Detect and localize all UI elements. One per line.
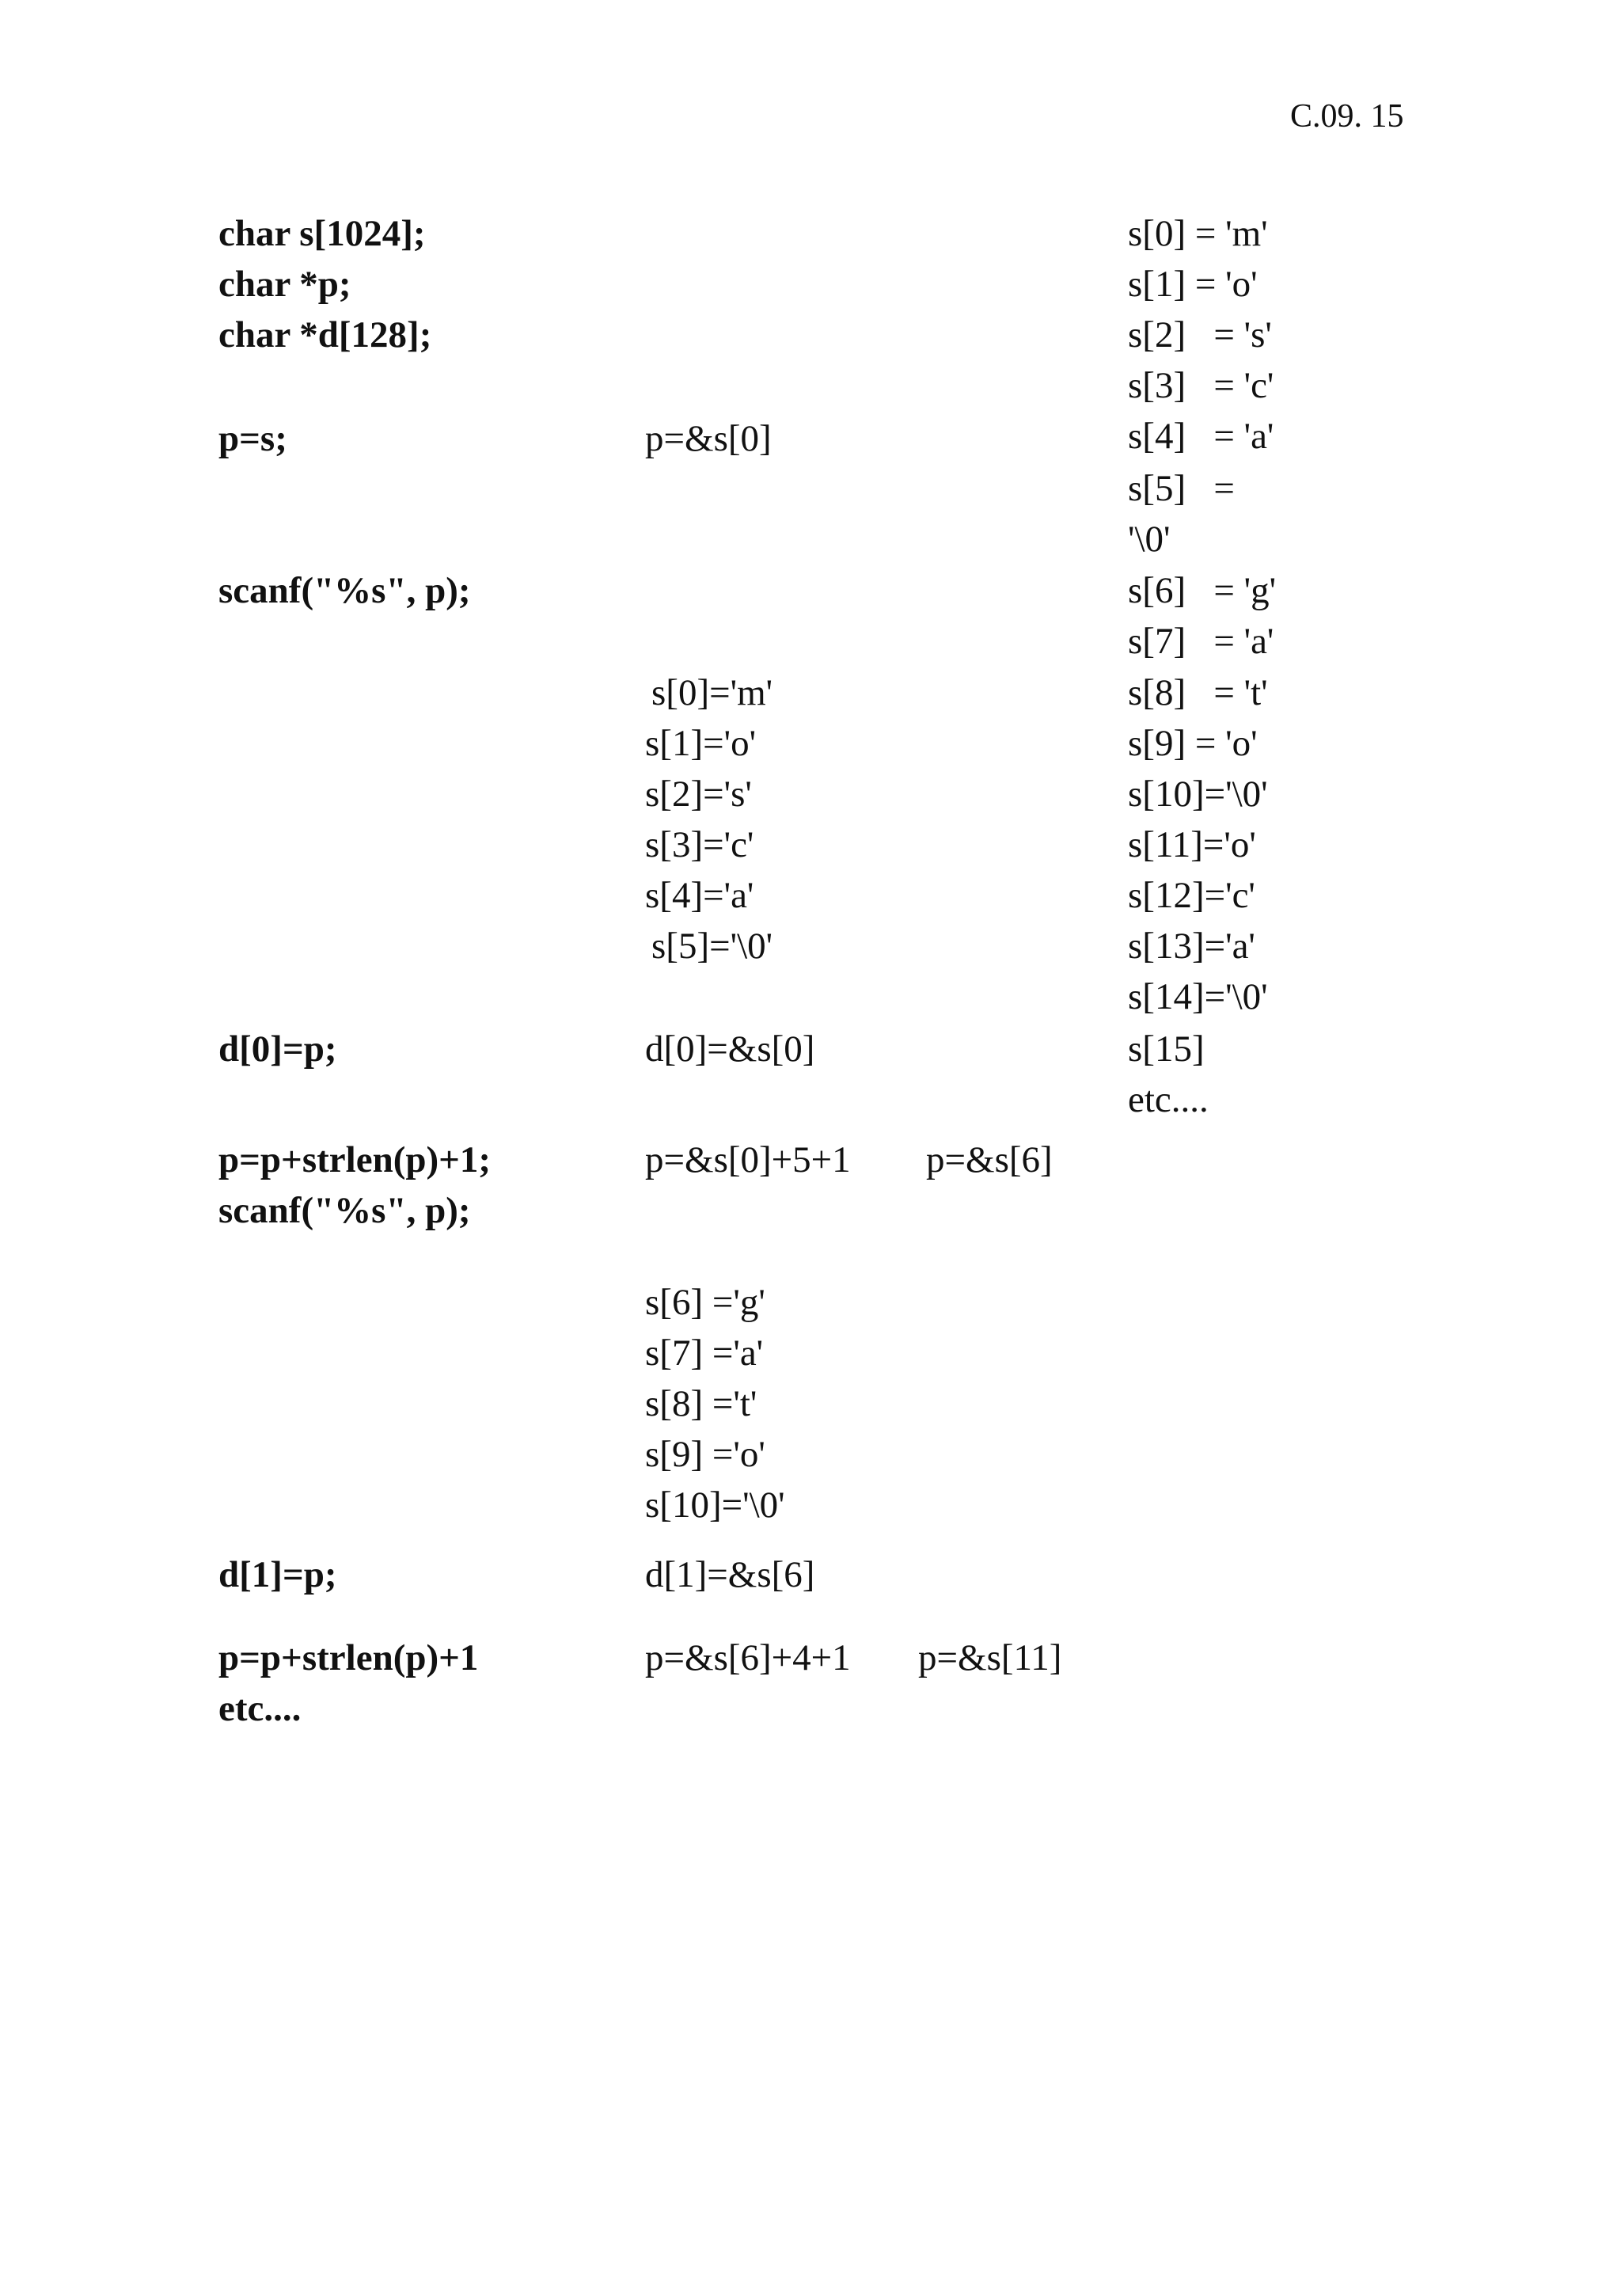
memory-cell-8: s[8] = 't' — [1128, 672, 1268, 713]
annotation-p-calc-2: p=&s[6]+4+1 — [645, 1637, 851, 1678]
memory-etc: etc.... — [1128, 1079, 1209, 1120]
annotation-p-calc-1: p=&s[0]+5+1 — [645, 1139, 851, 1180]
code-line-scanf-2: scanf("%s", p); — [218, 1190, 471, 1231]
code-line-scanf-1: scanf("%s", p); — [218, 570, 471, 611]
memory-cell-5-value: '\0' — [1128, 519, 1171, 560]
annotation-s1-o: s[1]='o' — [645, 723, 757, 764]
memory-cell-9: s[9] = 'o' — [1128, 723, 1258, 764]
annotation-p-result-1: p=&s[6] — [926, 1139, 1053, 1180]
annotation-s10-null: s[10]='\0' — [645, 1484, 785, 1526]
annotation-s4-a: s[4]='a' — [645, 875, 754, 916]
annotation-s0-m: s[0]='m' — [651, 672, 773, 713]
memory-cell-2: s[2] = 's' — [1128, 314, 1272, 355]
annotation-s7-a: s[7] ='a' — [645, 1332, 764, 1374]
memory-cell-11: s[11]='o' — [1128, 824, 1256, 865]
annotation-p-eq-s0: p=&s[0] — [645, 418, 772, 459]
memory-cell-12: s[12]='c' — [1128, 875, 1255, 916]
annotation-s5-null: s[5]='\0' — [651, 926, 773, 967]
page-number: C.09. 15 — [1290, 98, 1404, 135]
annotation-d0-eq-s0: d[0]=&s[0] — [645, 1028, 815, 1070]
code-line-d1-assign: d[1]=p; — [218, 1554, 337, 1595]
annotation-s6-g: s[6] ='g' — [645, 1282, 765, 1323]
annotation-s8-t: s[8] ='t' — [645, 1383, 757, 1424]
memory-cell-7: s[7] = 'a' — [1128, 621, 1274, 662]
memory-cell-4: s[4] = 'a' — [1128, 416, 1274, 457]
code-line-char-p: char *p; — [218, 264, 351, 305]
memory-cell-10: s[10]='\0' — [1128, 774, 1268, 815]
annotation-s2-s: s[2]='s' — [645, 774, 752, 815]
memory-cell-0: s[0] = 'm' — [1128, 213, 1268, 254]
code-line-p-advance-1: p=p+strlen(p)+1; — [218, 1139, 492, 1180]
annotation-d1-eq-s6: d[1]=&s[6] — [645, 1554, 815, 1595]
code-line-d0-assign: d[0]=p; — [218, 1028, 337, 1070]
code-line-char-s: char s[1024]; — [218, 213, 426, 254]
memory-cell-13: s[13]='a' — [1128, 926, 1255, 967]
annotation-p-result-2: p=&s[11] — [918, 1637, 1062, 1678]
memory-cell-14: s[14]='\0' — [1128, 976, 1268, 1017]
memory-cell-5: s[5] = — [1128, 468, 1235, 509]
code-line-char-d: char *d[128]; — [218, 314, 432, 355]
code-line-p-advance-2: p=p+strlen(p)+1 — [218, 1637, 479, 1678]
code-line-etc: etc.... — [218, 1688, 302, 1729]
annotation-s3-c: s[3]='c' — [645, 824, 754, 865]
memory-cell-3: s[3] = 'c' — [1128, 365, 1274, 406]
memory-cell-1: s[1] = 'o' — [1128, 264, 1258, 305]
memory-cell-6: s[6] = 'g' — [1128, 570, 1277, 611]
annotation-s9-o: s[9] ='o' — [645, 1434, 765, 1475]
code-line-p-assign: p=s; — [218, 418, 287, 459]
memory-cell-15: s[15] — [1128, 1028, 1205, 1070]
